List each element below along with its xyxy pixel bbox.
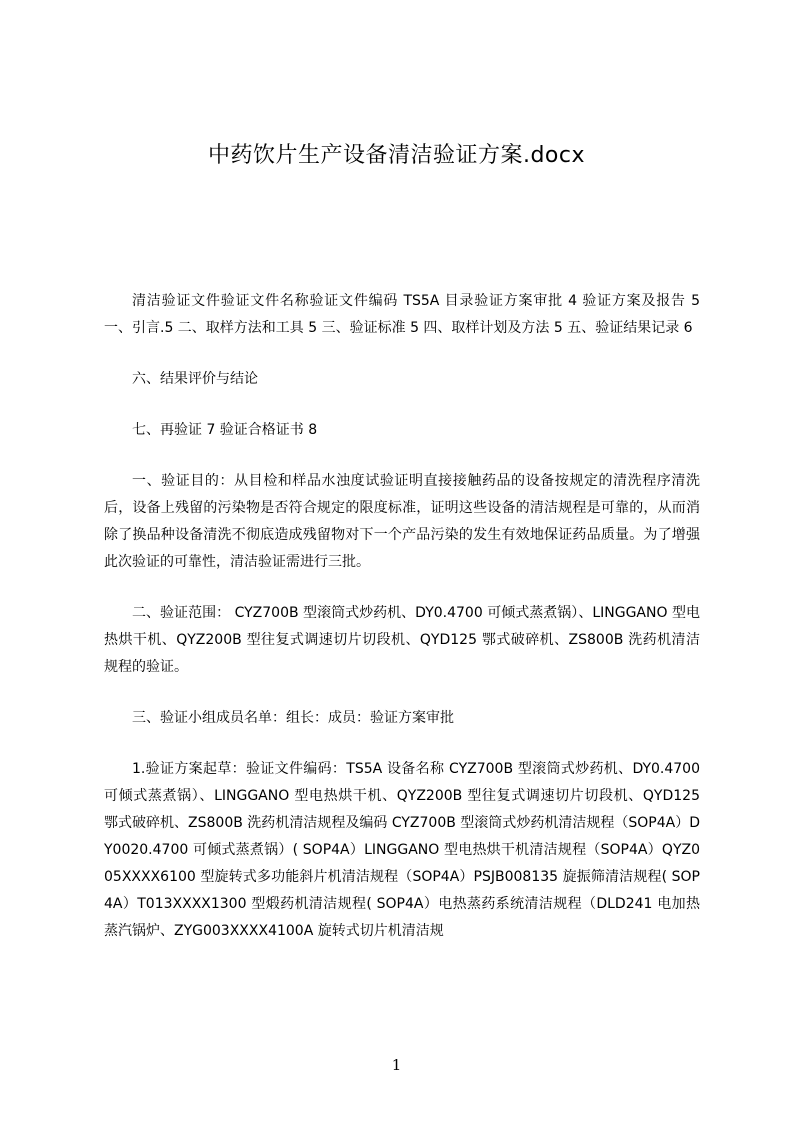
toc-section-six: 六、结果评价与结论 (132, 371, 258, 387)
protocol-drafting-paragraph: 1.验证方案起草：验证文件编码：TS5A 设备名称 CYZ700B 型滚筒式炒药机、DY0.4700 可倾式蒸煮锅）、LINGGANO 型电热烘干机、QYZ200B 型往复式调速切片切段机、QYD125 鄂式破碎机、ZS800B 洗药机清洁规程及编码 CYZ700B 型滚筒式炒药机清洁规程（SOP4A）DY0020.4700 可倾式蒸煮锅）( SOP4A）LINGGANO 型电热烘干机清洁规程（SOP4A）QYZ005XXXX6100 型旋转式多功能斜片机清洁规程（SOP4A）PSJB008135 旋振筛清洁规程( SOP4A）T013XXXX1300 型煅药机清洁规程( SOP4A）电热蒸药系统清洁规程（DLD241 电加热蒸汽锅炉、ZYG003XXXX4100A 旋转式切片机清洁规 (104, 761, 700, 939)
page-number: 1 (391, 1056, 402, 1074)
toc-section-seven: 七、再验证 7 验证合格证书 8 (132, 422, 318, 438)
validation-scope-paragraph: 二、验证范围： CYZ700B 型滚筒式炒药机、DY0.4700 可倾式蒸煮锅）、LINGGANO 型电热烘干机、QYZ200B 型往复式调速切片切段机、QYD125 鄂式破碎机、ZS800B 洗药机清洁规程的验证。 (104, 605, 700, 675)
document-title: 中药饮片生产设备清洁验证方案.docx (207, 143, 586, 168)
team-members-paragraph: 三、验证小组成员名单：组长：成员：验证方案审批 (132, 710, 454, 726)
validation-purpose-paragraph: 一、验证目的：从目检和样品水浊度试验证明直接接触药品的设备按规定的清洗程序清洗后，设备上残留的污染物是否符合规定的限度标准，证明这些设备的清洁规程是可靠的，从而消除了换品种设备清洗不彻底造成残留物对下一个产品污染的发生有效地保证药品质量。为了增强此次验证的可靠性，清洁验证需进行三批。 (104, 473, 700, 570)
document-body (104, 288, 700, 945)
table-of-contents-paragraph: 清洁验证文件验证文件名称验证文件编码 TS5A 目录验证方案审批 4 验证方案及报告 5 一、引言.5 二、取样方法和工具 5 三、验证标准 5 四、取样计划及方法 5 五、验证结果记录 6 (104, 293, 700, 336)
